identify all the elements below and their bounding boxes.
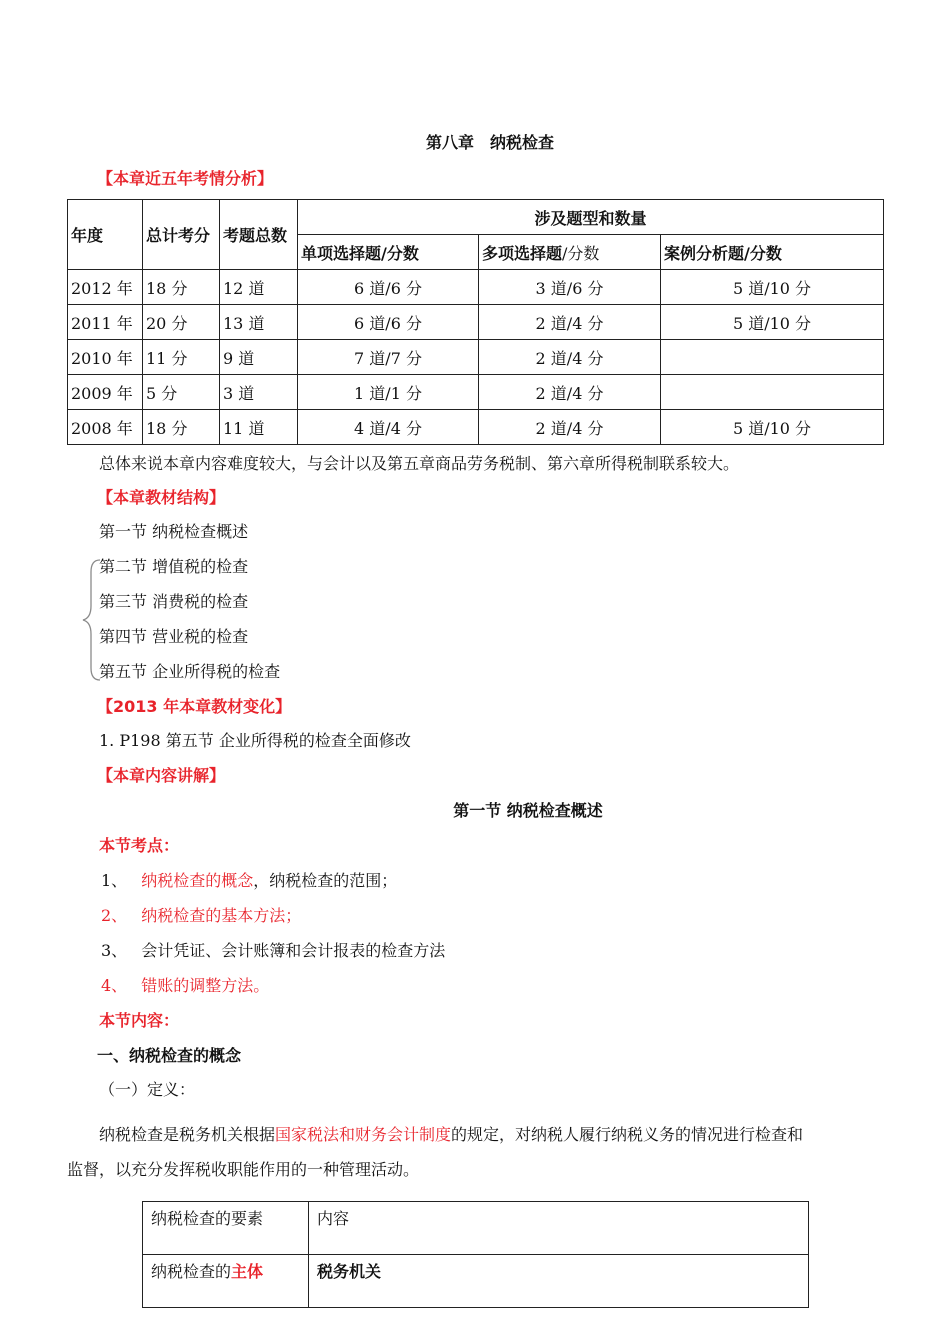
cell-multi: 2 道/4 分 [479, 375, 661, 410]
cell-count: 3 道 [220, 375, 298, 410]
cell-score: 18 分 [143, 410, 220, 445]
content-heading: 【本章内容讲解】 [97, 766, 226, 785]
changes-item: 1. P198 第五节 企业所得税的检查全面修改 [99, 731, 411, 750]
key-points-label: 本节考点： [99, 836, 180, 855]
changes-heading: 【2013 年本章教材变化】 [97, 697, 292, 716]
structure-section-4: 第四节 营业税的检查 [99, 627, 249, 646]
cell-year: 2011 年 [68, 305, 143, 340]
table-row [143, 1202, 809, 1255]
key-point-1 [101, 870, 397, 892]
header-year: 年度 [68, 200, 143, 270]
header-multi-choice-bold: 多项选择题 [482, 243, 563, 263]
cell-year: 2009 年 [68, 375, 143, 410]
key-point-red-text: 纳税检查的概念 [141, 871, 254, 890]
cell-single: 7 道/7 分 [298, 340, 479, 375]
elements-row-right: 税务机关 [309, 1255, 809, 1308]
cell-count: 11 道 [220, 410, 298, 445]
cell-case: 5 道/10 分 [661, 270, 884, 305]
section-title: 第一节 纳税检查概述 [453, 801, 603, 820]
elements-row-left [143, 1255, 309, 1308]
header-single-choice: 单项选择题/分数 [298, 235, 479, 270]
exam-summary: 总体来说本章内容难度较大，与会计以及第五章商品劳务税制、第六章所得税制联系较大。 [99, 454, 740, 473]
cell-single: 6 道/6 分 [298, 270, 479, 305]
structure-heading: 【本章教材结构】 [97, 488, 226, 507]
table-header-row [68, 200, 884, 235]
cell-case: 5 道/10 分 [661, 305, 884, 340]
cell-single: 4 道/4 分 [298, 410, 479, 445]
key-point-number: 2、 [101, 906, 128, 925]
structure-section-2: 第二节 增值税的检查 [99, 557, 249, 576]
cell-count: 13 道 [220, 305, 298, 340]
cell-year: 2010 年 [68, 340, 143, 375]
cell-case: 5 道/10 分 [661, 410, 884, 445]
definition-label: （一）定义： [99, 1080, 196, 1099]
header-multi-choice [479, 235, 661, 270]
cell-score: 11 分 [143, 340, 220, 375]
key-point-number: 4、 [101, 976, 128, 995]
cell-score: 5 分 [143, 375, 220, 410]
definition-part-1: 纳税检查是税务机关根据 [99, 1125, 276, 1144]
key-point-number: 3、 [101, 941, 128, 960]
elements-header-right: 内容 [309, 1202, 809, 1255]
curly-brace-icon [80, 558, 102, 682]
cell-count: 9 道 [220, 340, 298, 375]
cell-year: 2012 年 [68, 270, 143, 305]
elements-header-left: 纳税检查的要素 [143, 1202, 309, 1255]
table-row [143, 1255, 809, 1308]
cell-case [661, 340, 884, 375]
cell-single: 6 道/6 分 [298, 305, 479, 340]
definition-line-2: 监督，以充分发挥税收职能作用的一种管理活动。 [67, 1160, 420, 1179]
table-row [68, 340, 884, 375]
cell-multi: 2 道/4 分 [479, 305, 661, 340]
key-point-red-text: 纳税检查的基本方法； [141, 906, 302, 925]
elements-row-left-red: 主体 [231, 1262, 264, 1281]
header-multi-choice-rest: /分数 [562, 243, 600, 263]
cell-multi: 2 道/4 分 [479, 340, 661, 375]
header-types-group: 涉及题型和数量 [298, 200, 884, 235]
structure-section-5: 第五节 企业所得税的检查 [99, 662, 281, 681]
cell-score: 18 分 [143, 270, 220, 305]
table-row [68, 375, 884, 410]
key-point-rest: 会计凭证、会计账簿和会计报表的检查方法 [141, 941, 446, 960]
header-case-analysis: 案例分析题/分数 [661, 235, 884, 270]
key-point-2 [101, 905, 301, 927]
elements-table [142, 1201, 809, 1308]
table-row [68, 410, 884, 445]
cell-score: 20 分 [143, 305, 220, 340]
key-point-rest: ，纳税检查的范围； [253, 871, 398, 890]
header-total-questions: 考题总数 [220, 200, 298, 270]
definition-part-2: 的规定，对纳税人履行纳税义务的情况进行检查和 [451, 1125, 804, 1144]
elements-row-left-plain: 纳税检查的 [151, 1262, 232, 1281]
cell-case [661, 375, 884, 410]
key-point-4 [101, 975, 269, 997]
key-point-3 [101, 940, 445, 962]
key-point-red-text: 错账的调整方法。 [141, 976, 270, 995]
subheading-concept: 一、纳税检查的概念 [97, 1046, 242, 1065]
chapter-title: 第八章 纳税检查 [425, 133, 554, 152]
cell-year: 2008 年 [68, 410, 143, 445]
header-total-score: 总计考分 [143, 200, 220, 270]
definition-line-1 [99, 1124, 803, 1146]
cell-multi: 2 道/4 分 [479, 410, 661, 445]
structure-section-3: 第三节 消费税的检查 [99, 592, 249, 611]
key-point-number: 1、 [101, 871, 128, 890]
table-row [68, 270, 884, 305]
cell-count: 12 道 [220, 270, 298, 305]
cell-multi: 3 道/6 分 [479, 270, 661, 305]
exam-analysis-heading: 【本章近五年考情分析】 [97, 169, 274, 188]
exam-analysis-table [67, 199, 884, 445]
cell-single: 1 道/1 分 [298, 375, 479, 410]
table-row [68, 305, 884, 340]
content-label: 本节内容： [99, 1011, 180, 1030]
definition-red: 国家税法和财务会计制度 [275, 1125, 452, 1144]
structure-section-1: 第一节 纳税检查概述 [99, 522, 249, 541]
